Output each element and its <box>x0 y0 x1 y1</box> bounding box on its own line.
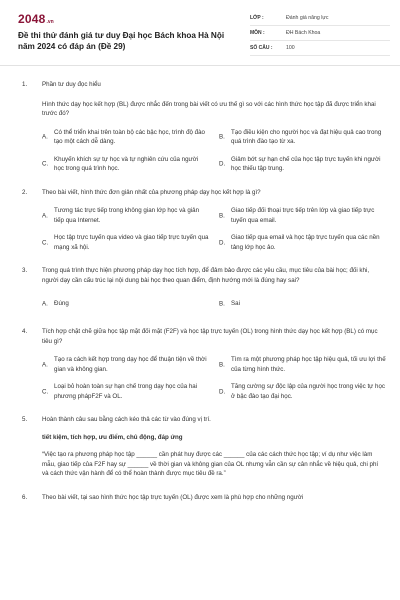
question-3 <box>22 266 386 313</box>
exam-meta-box <box>250 11 390 56</box>
logo-text: 2048 <box>18 12 46 26</box>
question-number: 1. <box>22 81 28 88</box>
option-letter: B. <box>219 360 225 368</box>
option-letter: C. <box>42 238 49 246</box>
question-number: 6. <box>22 493 28 501</box>
question-text: Tích hợp chặt chẽ giữa học tập mặt đối mặt (F2F) và học tập trực tuyến (OL) trong hình thức dạy học kết hợp (BL) có mục tiêu gì? <box>42 328 378 345</box>
question-list <box>0 66 400 502</box>
meta-row-class <box>250 11 390 26</box>
option-c[interactable] <box>42 155 209 174</box>
question-4 <box>22 327 386 401</box>
option-text: Giảm bớt sự hạn chế của học tập trực tuyến khi người học thiếu tập trung. <box>231 155 381 172</box>
option-text: Sai <box>231 299 240 307</box>
question-text: Theo bài viết, hình thức đơn giản nhất của phương pháp dạy học kết hợp là gì? <box>42 188 261 196</box>
answer-options <box>42 294 386 313</box>
option-letter: B. <box>219 211 225 219</box>
question-text: Hoàn thành câu sau bằng cách kéo thả các từ vào đúng vị trí. <box>42 416 211 423</box>
fill-in-passage: “Việc tạo ra phương pháp học tập ______ cần phát huy được các ______ của các cách thức học tập; ví dụ như việc làm mẫu, giao tiếp của F2F hay sự ______ về thời gian và không gian của OL nhưng vẫn cần sự cân nhắc về hiệu quả, chi phí và cách thức vận hành để có thể hoàn thành được mục tiêu đề ra.” <box>42 451 379 477</box>
option-letter: A. <box>42 360 48 368</box>
option-letter: D. <box>219 160 226 168</box>
option-d[interactable] <box>219 382 386 401</box>
meta-row-subject <box>250 26 390 41</box>
question-5 <box>22 415 386 479</box>
meta-value: 100 <box>286 45 295 51</box>
meta-value: ĐH Bách Khoa <box>286 30 321 36</box>
option-text: Tạo ra cách kết hợp trong dạy học để thuận tiện về thời gian và không gian. <box>54 356 207 373</box>
logo-suffix: .vn <box>46 19 54 25</box>
question-text: Trong quá trình thực hiện phương pháp dạy học tích hợp, để đảm bảo được các yêu cầu, mục tiêu của bài học; đối khi, người dạy cần cấu trúc lại nội dung bài học theo quan điểm, định hướng mới là đúng hay sai? <box>42 267 370 284</box>
word-bank: tiết kiệm, tích hợp, ưu điểm, chủ động, đáp ứng <box>42 433 183 441</box>
answer-options <box>42 355 386 401</box>
option-text: Có thể triển khai trên toàn bộ các bậc học, trình độ đào tạo một cách dễ dàng. <box>54 128 206 145</box>
option-b[interactable] <box>219 206 386 225</box>
option-letter: B. <box>219 133 225 141</box>
meta-label: LỚP : <box>250 15 264 21</box>
exam-title: Đề thi thử đánh giá tư duy Đại học Bách khoa Hà Nội năm 2024 có đáp án (Đề 29) <box>18 31 225 51</box>
question-number: 5. <box>22 416 28 423</box>
option-text: Giao tiếp đối thoại trực tiếp trên lớp và giao tiếp trực tuyến qua email. <box>231 207 375 224</box>
option-c[interactable] <box>42 233 209 252</box>
option-b[interactable] <box>219 294 386 313</box>
site-logo[interactable] <box>18 12 54 26</box>
answer-options <box>42 206 386 252</box>
option-letter: C. <box>42 160 49 168</box>
option-letter: D. <box>219 387 226 395</box>
option-text: Giao tiếp qua email và học tập trực tuyến qua các nền tảng lớp học ảo. <box>231 234 380 251</box>
option-c[interactable] <box>42 382 209 401</box>
option-letter: A. <box>42 211 48 219</box>
option-text: Tạo điều kiện cho người học và đạt hiệu quả cao trong quá trình đào tạo từ xa. <box>231 128 382 145</box>
option-text: Tăng cường sự độc lập của người học trong việc tự học ở bậc đào tạo đại học. <box>231 383 386 400</box>
option-a[interactable] <box>42 294 209 313</box>
option-letter: B. <box>219 299 225 307</box>
question-6 <box>22 493 386 503</box>
question-text: Hình thức dạy học kết hợp (BL) được nhắc đến trong bài viết có ưu thế gì so với các hình thức học tập đã được triển khai trước đó? <box>42 100 376 117</box>
meta-row-count <box>250 41 390 56</box>
option-text: Khuyến khích sự tự học và tự nghiên cứu của người học trong quá trình học. <box>54 155 199 172</box>
option-text: Loại bỏ hoàn toàn sự hạn chế trong dạy học của hai phương phápF2F và OL. <box>54 383 198 400</box>
option-text: Đúng <box>54 299 69 307</box>
question-number: 2. <box>22 188 28 196</box>
option-letter: C. <box>42 387 49 395</box>
meta-label: SỐ CÂU : <box>250 45 273 51</box>
option-text: Học tập trực tuyến qua video và giao tiếp trực tuyến qua mạng xã hội. <box>54 234 209 251</box>
option-letter: A. <box>42 133 48 141</box>
option-text: Tìm ra một phương pháp học tập hiệu quả, tối ưu lợi thế của từng hình thức. <box>231 356 386 373</box>
option-b[interactable] <box>219 128 386 147</box>
option-d[interactable] <box>219 233 386 252</box>
question-text: Theo bài viết, tại sao hình thức học tập trực tuyến (OL) được xem là phù hợp cho những người <box>42 493 304 501</box>
exam-header <box>0 0 400 66</box>
option-d[interactable] <box>219 155 386 174</box>
section-title: Phần tư duy đọc hiểu <box>42 81 101 88</box>
option-letter: A. <box>42 299 48 307</box>
option-b[interactable] <box>219 355 386 374</box>
option-a[interactable] <box>42 128 209 147</box>
option-text: Tương tác trực tiếp trong không gian lớp học và giản tiếp qua Internet. <box>54 207 200 224</box>
question-2 <box>22 188 386 253</box>
answer-options <box>42 128 386 174</box>
question-1 <box>22 80 386 174</box>
meta-label: MÔN : <box>250 30 265 36</box>
option-letter: D. <box>219 238 226 246</box>
option-a[interactable] <box>42 206 209 225</box>
question-number: 4. <box>22 328 28 335</box>
meta-value: Đánh giá năng lực <box>286 15 329 21</box>
option-a[interactable] <box>42 355 209 374</box>
question-number: 3. <box>22 267 28 274</box>
